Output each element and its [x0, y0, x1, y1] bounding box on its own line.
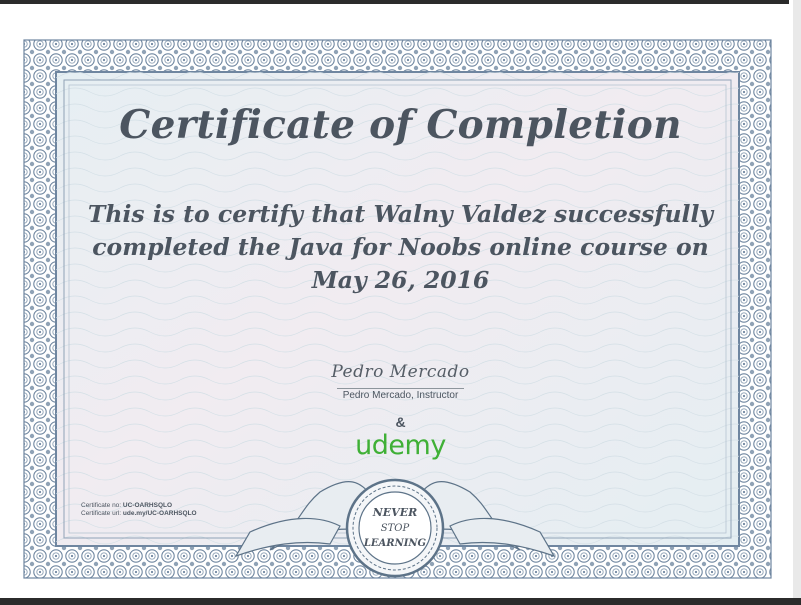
viewer-right-edge	[789, 0, 801, 605]
certificate-title: Certificate of Completion	[119, 102, 682, 148]
certificate-url-label: Certificate url:	[81, 510, 122, 517]
svg-text:LEARNING: LEARNING	[363, 538, 427, 549]
viewer-bottom-bar	[0, 598, 801, 605]
certificate-url-value[interactable]: ude.my/UC-OARHSQLO	[122, 510, 197, 517]
instructor-caption: Pedro Mercado, Instructor	[342, 390, 459, 401]
certificate-number-value: UC-OARHSQLO	[122, 502, 173, 509]
signature-line	[337, 388, 464, 389]
svg-text:STOP: STOP	[380, 523, 410, 534]
certificate-url	[81, 510, 197, 517]
udemy-logo: udemy	[355, 430, 446, 461]
never-stop-learning-seal	[347, 480, 443, 576]
certificate-number-label: Certificate no:	[81, 502, 122, 509]
certificate-statement: This is to certify that Walny Valdez successfully completed the Java for Noobs online course on May 26, 2016	[87, 200, 714, 294]
ampersand: &	[395, 414, 406, 430]
certificate-number	[81, 502, 172, 509]
svg-text:NEVER: NEVER	[372, 506, 418, 519]
instructor-signature: Pedro Mercado	[331, 362, 470, 382]
